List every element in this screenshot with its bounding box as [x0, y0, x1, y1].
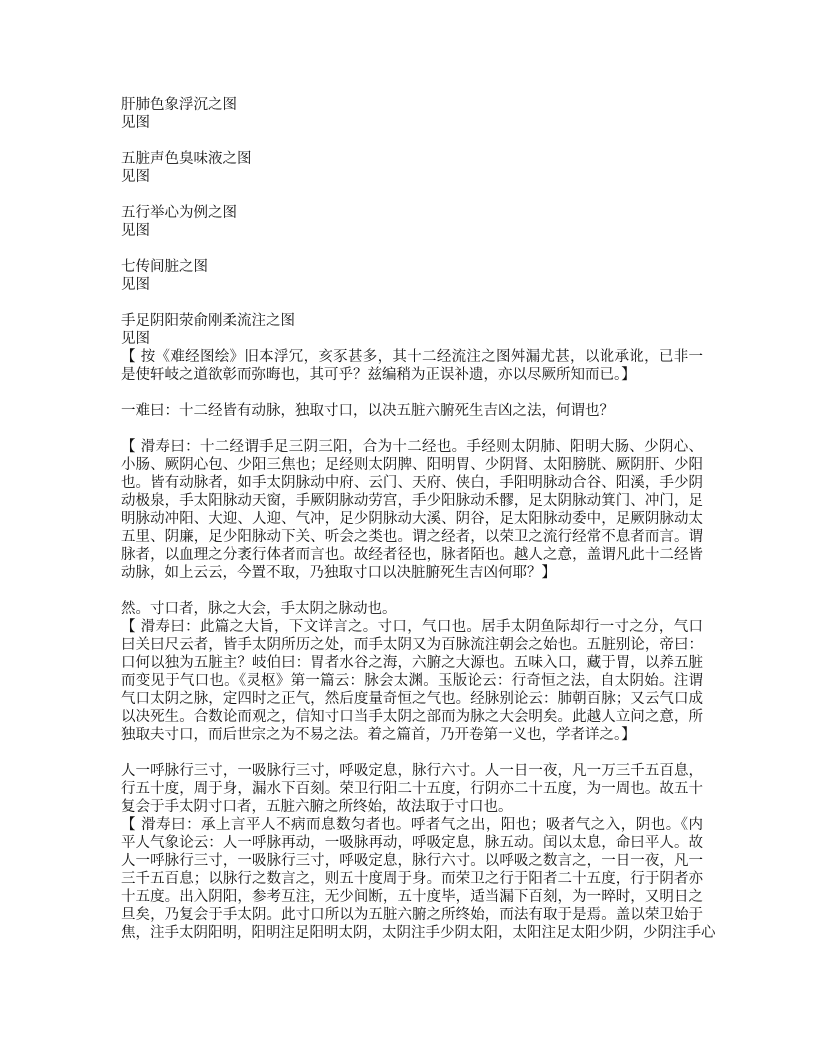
question-text: 一难曰：十二经皆有动脉，独取寸口，以决五脏六腑死生吉凶之法，何谓也？ — [121, 403, 614, 419]
paragraph-gap — [121, 420, 703, 438]
answer-line: 行五十度，周于身，漏水下百刻。荣卫行阳二十五度，行阴亦二十五度，为一周也。故五十 — [121, 781, 703, 797]
figure-note: 见图 — [121, 331, 150, 347]
commentary-line: 脉者，以血理之分袤行体者而言也。故经者径也，脉者陌也。越人之意，盖谓凡此十二经皆 — [121, 547, 703, 563]
figure-note: 见图 — [121, 169, 150, 185]
commentary-line: 气口太阴之脉，定四时之正气，然后度量奇恒之气也。经脉别论云：肺朝百脉；又云气口成 — [121, 691, 703, 707]
commentary-line: 平人气象论云：人一呼脉再动，一吸脉再动，呼吸定息，脉五动。闰以太息，命曰平人。故 — [121, 835, 703, 851]
figure-note: 见图 — [121, 223, 150, 239]
commentary-line: 而变见于气口也。《灵枢》第一篇云：脉会太渊。玉版论云：行奇恒之法，自太阴始。注谓 — [121, 673, 703, 689]
answer-line: 复会于手太阴寸口者，五脏六腑之所终始，故法取于寸口也。 — [121, 799, 513, 815]
commentary-line: 三千五百息；以脉行之数言之，则五十度周于身。而荣卫之行于阳者二十五度，行于阴者亦 — [121, 871, 703, 887]
commentary-line: 动脉，如上云云，今置不取，乃独取寸口以决脏腑死生吉凶何耶？】 — [121, 565, 556, 581]
commentary-line: 五里、阴廉，足少阳脉动下关、听会之类也。谓之经者，以荣卫之流行经常不息者而言。谓 — [121, 529, 703, 545]
commentary-line: 动极泉，手太阳脉动天窗，手厥阴脉动劳宫，手少阳脉动禾髎，足太阴脉动箕门、冲门，足 — [121, 493, 703, 509]
commentary-line: 十五度。出入阴阳，参考互注，无少间断，五十度毕，适当漏下百刻，为一晬时，又明日之 — [121, 889, 703, 905]
answer-line: 人一呼脉行三寸，一吸脉行三寸，呼吸定息，脉行六寸。人一日一夜，凡一万三千五百息， — [121, 763, 703, 779]
commentary-line: 曰关曰尺云者，皆手太阴所历之处，而手太阴又为百脉流注朝会之始也。五脏别论，帝曰： — [121, 637, 703, 653]
paragraph-gap — [121, 582, 703, 600]
commentary-line: 小肠、厥阴心包、少阳三焦也；足经则太阴脾、阳明胃、少阴肾、太阳膀胱、厥阴肝、少阳 — [121, 457, 703, 473]
paragraph-gap — [121, 240, 703, 258]
document-page — [121, 96, 716, 942]
commentary-line: 口何以独为五脏主？岐伯曰：胃者水谷之海，六腑之大源也。五味入口，藏于胃，以养五脏 — [121, 655, 703, 671]
commentary-line: 也。皆有动脉者，如手太阴脉动中府、云门、天府、侠白，手阳明脉动合谷、阳溪，手少阴 — [121, 475, 703, 491]
paragraph-gap — [121, 294, 703, 312]
commentary-line: 焦，注手太阴阳明，阳明注足阳明太阴，太阴注手少阴太阳，太阳注足太阳少阴，少阴注手心 — [121, 925, 716, 941]
paragraph-gap — [121, 132, 703, 150]
commentary-line: 人一呼脉行三寸，一吸脉行三寸，呼吸定息，脉行六寸。以呼吸之数言之，一日一夜，凡一 — [121, 853, 703, 869]
commentary-line: 【 滑寿曰：十二经谓手足三阴三阳，合为十二经也。手经则太阴肺、阳明大肠、少阴心、 — [121, 439, 703, 455]
editor-note-line: 是使轩岐之道欲彰而弥晦也，其可乎？兹编稍为正误补遗，亦以尽厥所知而已。】 — [121, 367, 636, 383]
editor-note-line: 【 按《难经图绘》旧本浮冗，亥豕甚多，其十二经流注之图舛漏尤甚，以讹承讹，已非一 — [121, 349, 703, 365]
commentary-line: 独取夫寸口，而后世宗之为不易之法。着之篇首，乃开卷第一义也，学者详之。】 — [121, 727, 636, 743]
figure-note: 见图 — [121, 277, 150, 293]
paragraph-gap — [121, 744, 703, 762]
figure-title: 五行举心为例之图 — [121, 205, 237, 221]
commentary-line: 旦矣，乃复会于手太阴。此寸口所以为五脏六腑之所终始，而法有取于是焉。盖以荣卫始于 — [121, 907, 703, 923]
figure-title: 手足阴阳荥俞刚柔流注之图 — [121, 313, 295, 329]
figure-title: 七传间脏之图 — [121, 259, 208, 275]
commentary-line: 明脉动冲阳、大迎、人迎、气冲，足少阴脉动大溪、阴谷，足太阳脉动委中，足厥阴脉动太 — [121, 511, 703, 527]
paragraph-gap — [121, 384, 703, 402]
figure-title: 五脏声色臭味液之图 — [121, 151, 252, 167]
paragraph-gap — [121, 186, 703, 204]
commentary-line: 以决死生。合数论而观之，信知寸口当手太阴之部而为脉之大会明矣。此越人立问之意，所 — [121, 709, 703, 725]
figure-title: 肝肺色象浮沉之图 — [121, 97, 237, 113]
answer-text: 然。寸口者，脉之大会，手太阴之脉动也。 — [121, 601, 397, 617]
commentary-line: 【 滑寿曰：此篇之大旨，下文详言之。寸口，气口也。居手太阴鱼际却行一寸之分，气口 — [121, 619, 703, 635]
figure-note: 见图 — [121, 115, 150, 131]
commentary-line: 【 滑寿曰：承上言平人不病而息数匀者也。呼者气之出，阳也；吸者气之入，阴也。《内 — [121, 817, 703, 833]
